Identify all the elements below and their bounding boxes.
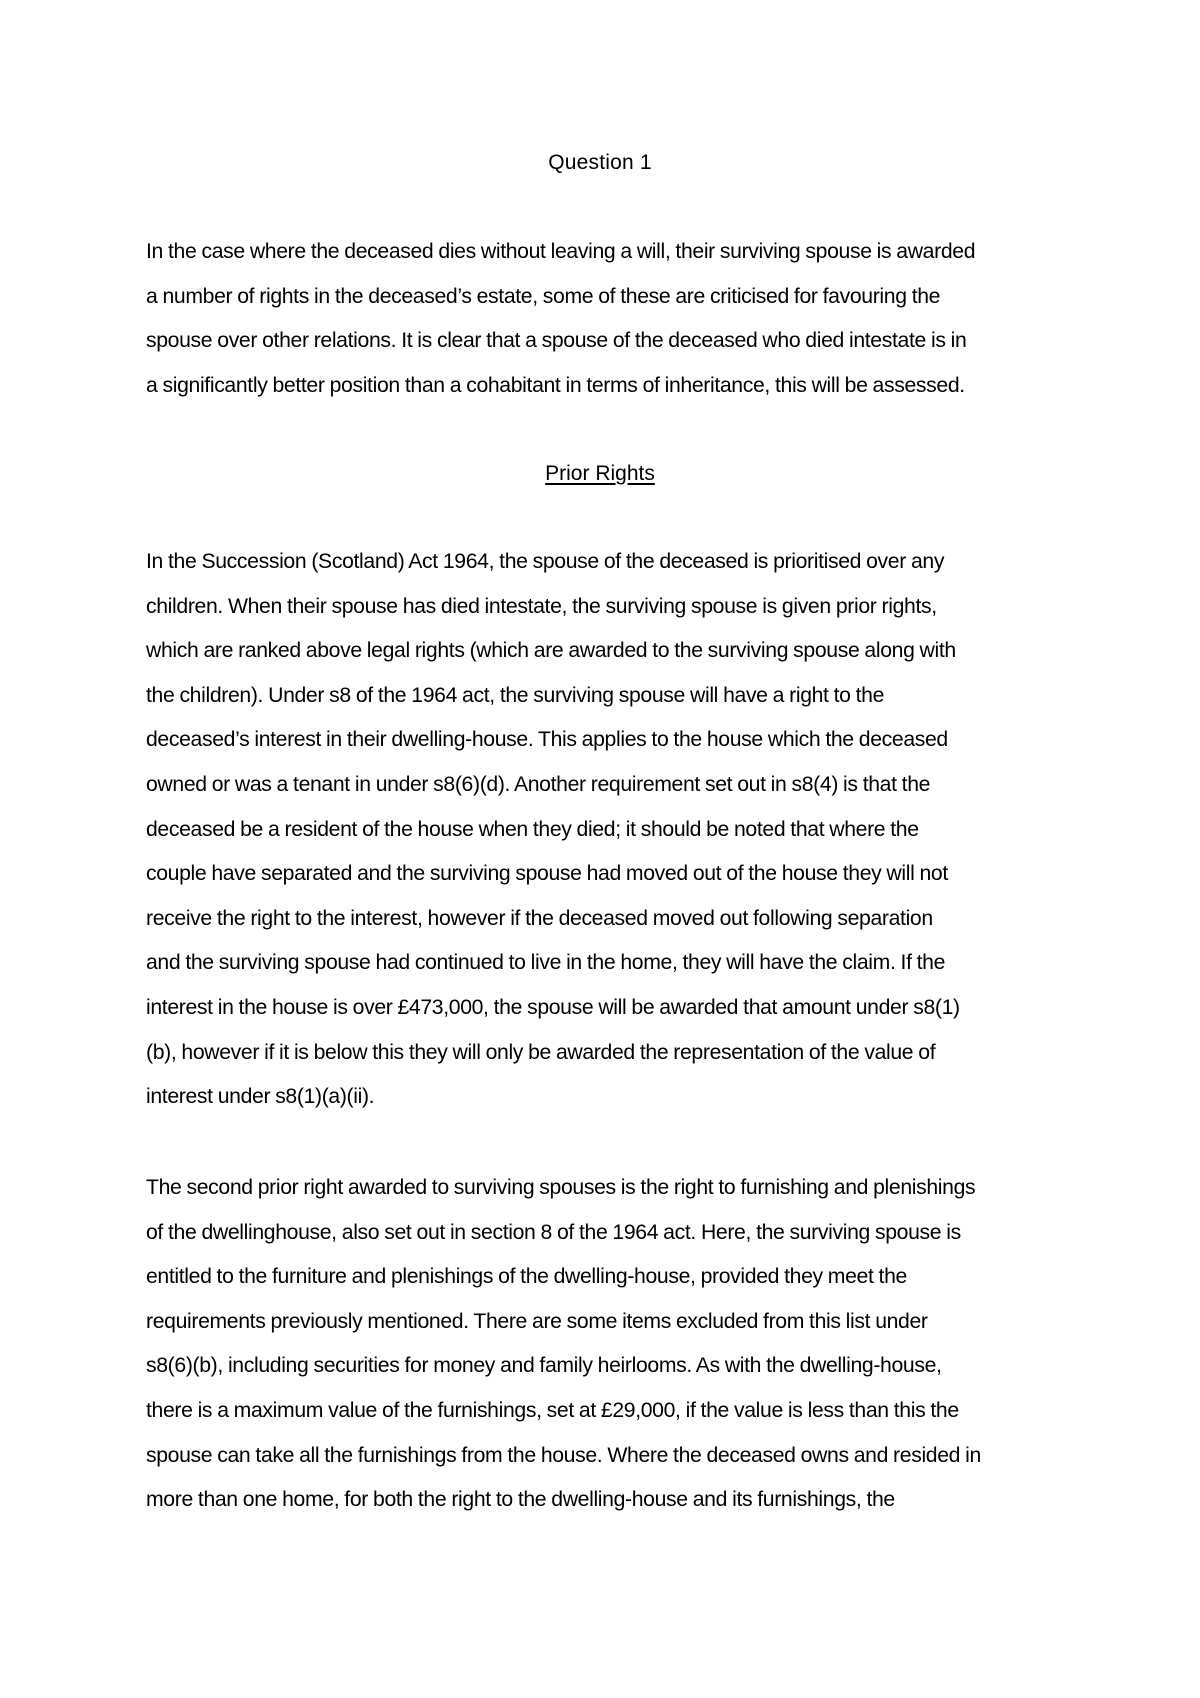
text-line: owned or was a tenant in under s8(6)(d). Another requirement set out in s8(4) is that the — [146, 772, 931, 796]
text-line: entitled to the furniture and plenishings of the dwelling-house, provided they meet the — [146, 1265, 907, 1289]
text-line: and the surviving spouse had continued to live in the home, they will have the claim. If the — [146, 951, 946, 975]
text-line: there is a maximum value of the furnishings, set at £29,000, if the value is less than this the — [146, 1398, 959, 1422]
text-line: of the dwellinghouse, also set out in section 8 of the 1964 act. Here, the surviving spouse is — [146, 1220, 961, 1244]
text-line: the children). Under s8 of the 1964 act, the surviving spouse will have a right to the — [146, 683, 885, 707]
text-line: spouse over other relations. It is clear that a spouse of the deceased who died intestate is in — [146, 329, 967, 353]
text-line: a number of rights in the deceased’s estate, some of these are criticised for favouring the — [146, 284, 941, 308]
text-line: receive the right to the interest, however if the deceased moved out following separation — [146, 906, 933, 930]
text-line: a significantly better position than a cohabitant in terms of inheritance, this will be assessed. — [146, 373, 965, 397]
text-line: s8(6)(b), including securities for money and family heirlooms. As with the dwelling-house, — [146, 1354, 942, 1378]
text-line: which are ranked above legal rights (which are awarded to the surviving spouse along with — [146, 639, 956, 663]
text-line: interest under s8(1)(a)(ii). — [146, 1085, 375, 1109]
text-line: deceased be a resident of the house when they died; it should be noted that where the — [146, 817, 919, 841]
text-line: children. When their spouse has died intestate, the surviving spouse is given prior rights, — [146, 594, 937, 618]
furnishings-paragraph — [146, 1166, 1066, 1523]
dwelling-house-paragraph — [146, 540, 1066, 1120]
section-heading-prior-rights: Prior Rights — [545, 462, 655, 485]
text-line: spouse can take all the furnishings from the house. Where the deceased owns and resided in — [146, 1443, 981, 1467]
text-line: (b), however if it is below this they will only be awarded the representation of the value of — [146, 1040, 936, 1064]
text-line: interest in the house is over £473,000, the spouse will be awarded that amount under s8(1) — [146, 995, 960, 1019]
text-line: deceased’s interest in their dwelling-house. This applies to the house which the deceased — [146, 728, 948, 752]
intro-paragraph — [146, 230, 1066, 408]
text-line: The second prior right awarded to surviving spouses is the right to furnishing and plenishings — [146, 1176, 976, 1199]
document-title: Question 1 — [548, 151, 652, 174]
text-line: more than one home, for both the right to the dwelling-house and its furnishings, the — [146, 1488, 895, 1512]
text-line: In the case where the deceased dies without leaving a will, their surviving spouse is awarded — [146, 240, 976, 263]
text-line: requirements previously mentioned. There are some items excluded from this list under — [146, 1309, 928, 1333]
text-line: couple have separated and the surviving spouse had moved out of the house they will not — [146, 862, 948, 886]
text-line: In the Succession (Scotland) Act 1964, the spouse of the deceased is prioritised over any — [146, 550, 945, 573]
